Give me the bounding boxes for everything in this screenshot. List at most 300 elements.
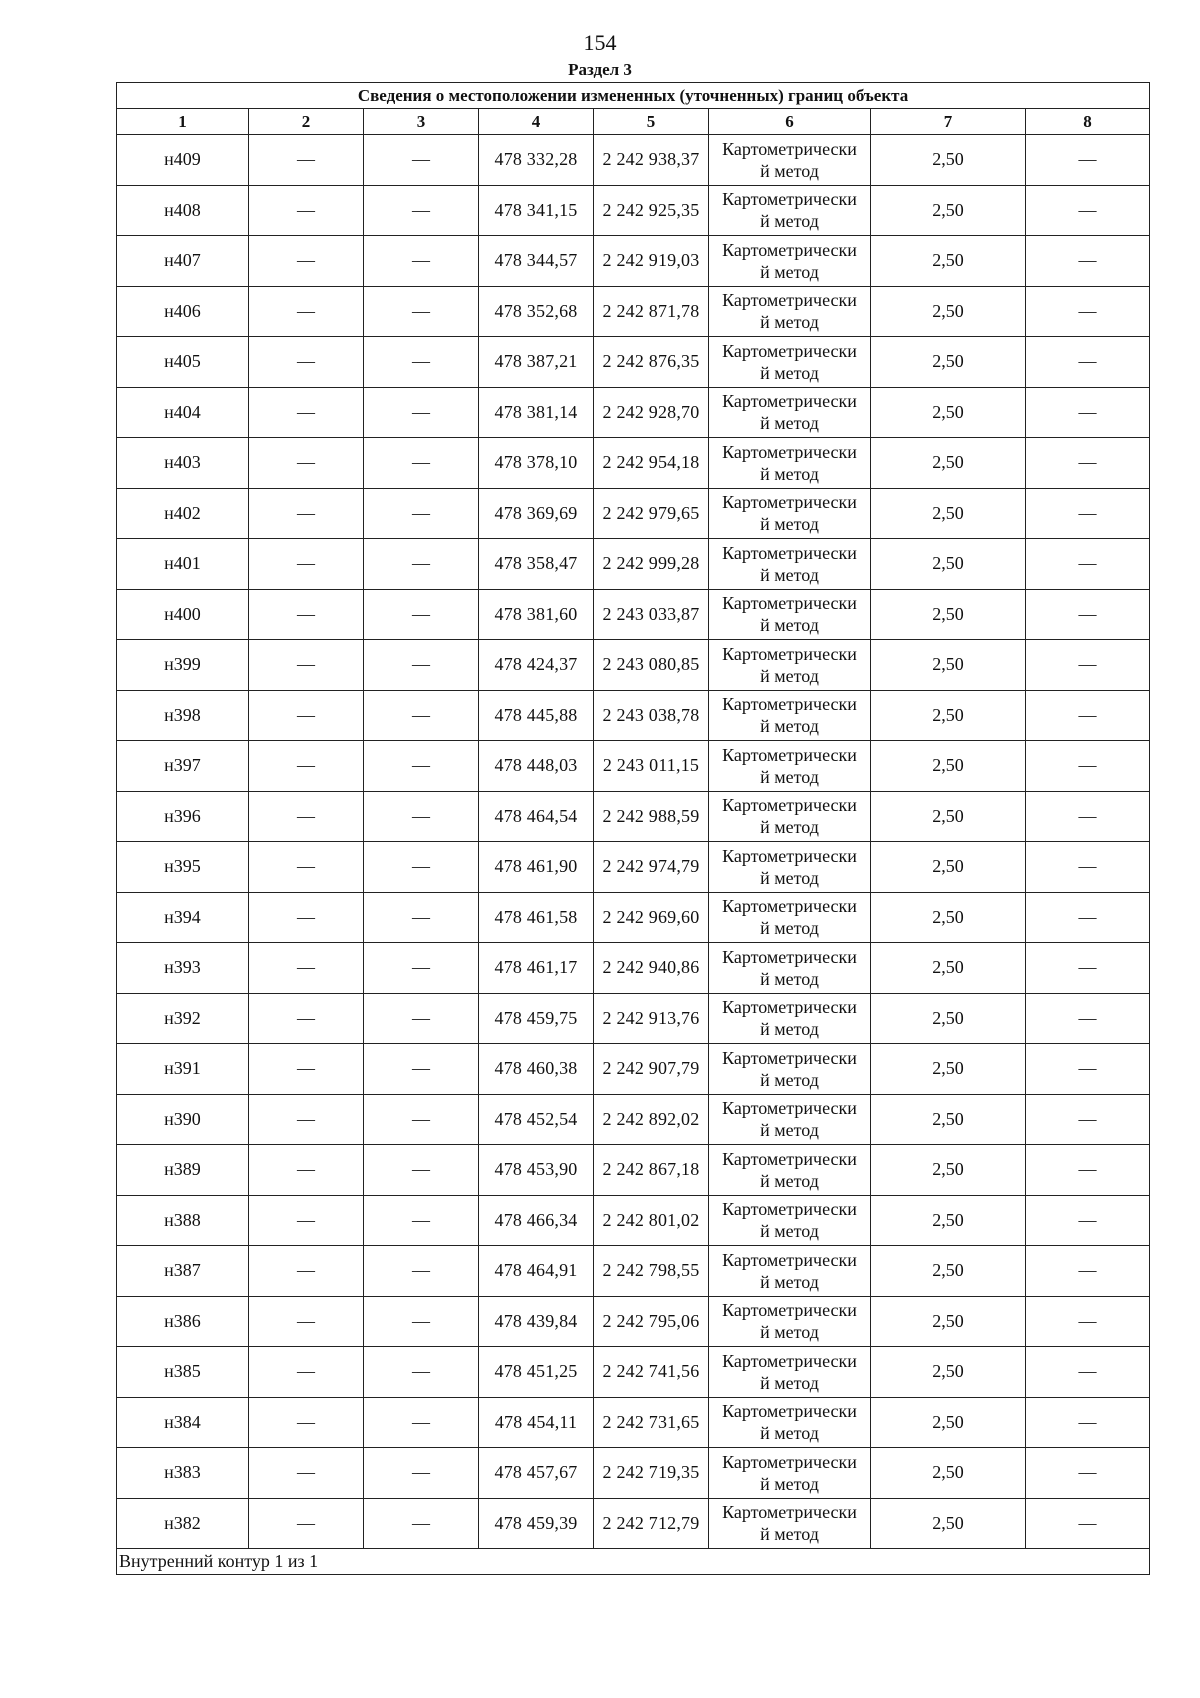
method-text-line: й метод — [760, 1473, 819, 1494]
table-row — [117, 286, 1150, 337]
empty-value-cell: — — [364, 943, 479, 994]
method-cell — [709, 1246, 871, 1297]
accuracy-cell: 2,50 — [871, 943, 1026, 994]
point-number-cell: н394 — [117, 892, 249, 943]
method-text-line: й метод — [760, 867, 819, 888]
empty-value-cell: — — [249, 640, 364, 691]
method-text-line: й метод — [760, 665, 819, 686]
point-number-cell: н384 — [117, 1397, 249, 1448]
empty-value-cell: — — [249, 1448, 364, 1499]
method-text-line: Картометрически — [722, 744, 857, 765]
empty-value-cell: — — [364, 1094, 479, 1145]
method-text-line: Картометрически — [722, 1199, 857, 1220]
table-row — [117, 1044, 1150, 1095]
column-header-row — [117, 109, 1150, 135]
table-row — [117, 438, 1150, 489]
accuracy-cell: 2,50 — [871, 286, 1026, 337]
method-text-line: Картометрически — [722, 1047, 857, 1068]
empty-value-cell: — — [1026, 337, 1150, 388]
accuracy-cell: 2,50 — [871, 1145, 1026, 1196]
x-coordinate-cell: 478 378,10 — [479, 438, 594, 489]
y-coordinate-cell: 2 242 871,78 — [594, 286, 709, 337]
method-cell — [709, 589, 871, 640]
method-text-line: Картометрически — [722, 1300, 857, 1321]
column-header: 4 — [479, 109, 594, 135]
empty-value-cell: — — [1026, 993, 1150, 1044]
point-number-cell: н393 — [117, 943, 249, 994]
empty-value-cell: — — [249, 1397, 364, 1448]
table-row — [117, 236, 1150, 287]
column-header: 7 — [871, 109, 1026, 135]
table-body — [117, 135, 1150, 1549]
x-coordinate-cell: 478 344,57 — [479, 236, 594, 287]
method-text-line: й метод — [760, 766, 819, 787]
method-text-line: Картометрически — [722, 997, 857, 1018]
empty-value-cell: — — [1026, 690, 1150, 741]
method-cell — [709, 286, 871, 337]
y-coordinate-cell: 2 243 038,78 — [594, 690, 709, 741]
method-cell — [709, 185, 871, 236]
method-cell — [709, 1498, 871, 1549]
y-coordinate-cell: 2 242 919,03 — [594, 236, 709, 287]
empty-value-cell: — — [249, 488, 364, 539]
empty-value-cell: — — [364, 791, 479, 842]
empty-value-cell: — — [364, 286, 479, 337]
x-coordinate-cell: 478 454,11 — [479, 1397, 594, 1448]
empty-value-cell: — — [364, 135, 479, 186]
point-number-cell: н387 — [117, 1246, 249, 1297]
method-cell — [709, 842, 871, 893]
accuracy-cell: 2,50 — [871, 993, 1026, 1044]
method-text-line: Картометрически — [722, 290, 857, 311]
empty-value-cell: — — [364, 1044, 479, 1095]
empty-value-cell: — — [1026, 791, 1150, 842]
x-coordinate-cell: 478 381,60 — [479, 589, 594, 640]
empty-value-cell: — — [364, 589, 479, 640]
section-title: Раздел 3 — [568, 60, 632, 79]
empty-value-cell: — — [249, 892, 364, 943]
point-number-cell: н396 — [117, 791, 249, 842]
y-coordinate-cell: 2 242 974,79 — [594, 842, 709, 893]
empty-value-cell: — — [364, 337, 479, 388]
method-cell — [709, 1195, 871, 1246]
empty-value-cell: — — [1026, 1044, 1150, 1095]
column-header: 6 — [709, 109, 871, 135]
x-coordinate-cell: 478 460,38 — [479, 1044, 594, 1095]
method-text-line: Картометрически — [722, 189, 857, 210]
point-number-cell: н403 — [117, 438, 249, 489]
empty-value-cell: — — [1026, 842, 1150, 893]
empty-value-cell: — — [1026, 488, 1150, 539]
y-coordinate-cell: 2 242 876,35 — [594, 337, 709, 388]
table-row — [117, 892, 1150, 943]
y-coordinate-cell: 2 243 033,87 — [594, 589, 709, 640]
accuracy-cell: 2,50 — [871, 135, 1026, 186]
empty-value-cell: — — [249, 943, 364, 994]
table-title: Сведения о местоположении измененных (уточненных) границ объекта — [117, 83, 1150, 109]
empty-value-cell: — — [364, 1498, 479, 1549]
method-text-line: й метод — [760, 312, 819, 333]
method-text-line: Картометрически — [722, 946, 857, 967]
method-cell — [709, 690, 871, 741]
empty-value-cell: — — [364, 438, 479, 489]
x-coordinate-cell: 478 453,90 — [479, 1145, 594, 1196]
empty-value-cell: — — [1026, 1145, 1150, 1196]
method-text-line: Картометрически — [722, 391, 857, 412]
empty-value-cell: — — [249, 1296, 364, 1347]
empty-value-cell: — — [1026, 640, 1150, 691]
accuracy-cell: 2,50 — [871, 337, 1026, 388]
accuracy-cell: 2,50 — [871, 387, 1026, 438]
point-number-cell: н409 — [117, 135, 249, 186]
accuracy-cell: 2,50 — [871, 690, 1026, 741]
x-coordinate-cell: 478 464,54 — [479, 791, 594, 842]
x-coordinate-cell: 478 387,21 — [479, 337, 594, 388]
x-coordinate-cell: 478 424,37 — [479, 640, 594, 691]
x-coordinate-cell: 478 439,84 — [479, 1296, 594, 1347]
table-row — [117, 1094, 1150, 1145]
point-number-cell: н388 — [117, 1195, 249, 1246]
empty-value-cell: — — [249, 842, 364, 893]
method-text-line: Картометрически — [722, 1249, 857, 1270]
page-number: 154 — [583, 30, 617, 55]
empty-value-cell: — — [249, 1246, 364, 1297]
accuracy-cell: 2,50 — [871, 1448, 1026, 1499]
table-row — [117, 539, 1150, 590]
y-coordinate-cell: 2 242 731,65 — [594, 1397, 709, 1448]
x-coordinate-cell: 478 461,58 — [479, 892, 594, 943]
x-coordinate-cell: 478 461,90 — [479, 842, 594, 893]
method-text-line: Картометрически — [722, 694, 857, 715]
table-row — [117, 488, 1150, 539]
point-number-cell: н386 — [117, 1296, 249, 1347]
empty-value-cell: — — [249, 1195, 364, 1246]
table-row — [117, 1296, 1150, 1347]
point-number-cell: н399 — [117, 640, 249, 691]
y-coordinate-cell: 2 243 011,15 — [594, 741, 709, 792]
method-cell — [709, 1397, 871, 1448]
point-number-cell: н382 — [117, 1498, 249, 1549]
table-row — [117, 1397, 1150, 1448]
accuracy-cell: 2,50 — [871, 1246, 1026, 1297]
table-row — [117, 589, 1150, 640]
y-coordinate-cell: 2 242 969,60 — [594, 892, 709, 943]
x-coordinate-cell: 478 332,28 — [479, 135, 594, 186]
column-header: 8 — [1026, 109, 1150, 135]
table-row — [117, 1145, 1150, 1196]
empty-value-cell: — — [249, 286, 364, 337]
empty-value-cell: — — [249, 135, 364, 186]
table-row — [117, 337, 1150, 388]
point-number-cell: н391 — [117, 1044, 249, 1095]
point-number-cell: н398 — [117, 690, 249, 741]
x-coordinate-cell: 478 445,88 — [479, 690, 594, 741]
accuracy-cell: 2,50 — [871, 539, 1026, 590]
method-cell — [709, 1094, 871, 1145]
table-row — [117, 741, 1150, 792]
empty-value-cell: — — [249, 438, 364, 489]
method-text-line: й метод — [760, 211, 819, 232]
empty-value-cell: — — [1026, 539, 1150, 590]
empty-value-cell: — — [249, 337, 364, 388]
accuracy-cell: 2,50 — [871, 589, 1026, 640]
accuracy-cell: 2,50 — [871, 892, 1026, 943]
method-cell — [709, 488, 871, 539]
empty-value-cell: — — [364, 488, 479, 539]
x-coordinate-cell: 478 457,67 — [479, 1448, 594, 1499]
method-text-line: й метод — [760, 514, 819, 535]
empty-value-cell: — — [364, 387, 479, 438]
accuracy-cell: 2,50 — [871, 488, 1026, 539]
empty-value-cell: — — [249, 185, 364, 236]
method-cell — [709, 1347, 871, 1398]
point-number-cell: н400 — [117, 589, 249, 640]
method-text-line: й метод — [760, 817, 819, 838]
y-coordinate-cell: 2 242 979,65 — [594, 488, 709, 539]
x-coordinate-cell: 478 464,91 — [479, 1246, 594, 1297]
table-row — [117, 135, 1150, 186]
point-number-cell: н407 — [117, 236, 249, 287]
empty-value-cell: — — [1026, 185, 1150, 236]
y-coordinate-cell: 2 242 928,70 — [594, 387, 709, 438]
method-text-line: Картометрически — [722, 542, 857, 563]
method-text-line: Картометрически — [722, 441, 857, 462]
empty-value-cell: — — [1026, 589, 1150, 640]
accuracy-cell: 2,50 — [871, 741, 1026, 792]
point-number-cell: н401 — [117, 539, 249, 590]
y-coordinate-cell: 2 242 801,02 — [594, 1195, 709, 1246]
method-text-line: Картометрически — [722, 845, 857, 866]
accuracy-cell: 2,50 — [871, 1044, 1026, 1095]
method-text-line: Картометрически — [722, 138, 857, 159]
method-text-line: й метод — [760, 413, 819, 434]
method-text-line: й метод — [760, 1019, 819, 1040]
y-coordinate-cell: 2 242 795,06 — [594, 1296, 709, 1347]
method-text-line: й метод — [760, 968, 819, 989]
empty-value-cell: — — [1026, 387, 1150, 438]
empty-value-cell: — — [249, 1044, 364, 1095]
column-header: 3 — [364, 109, 479, 135]
table-row — [117, 1347, 1150, 1398]
y-coordinate-cell: 2 242 999,28 — [594, 539, 709, 590]
empty-value-cell: — — [1026, 1498, 1150, 1549]
point-number-cell: н385 — [117, 1347, 249, 1398]
table-row — [117, 1448, 1150, 1499]
accuracy-cell: 2,50 — [871, 791, 1026, 842]
empty-value-cell: — — [1026, 1448, 1150, 1499]
table-row — [117, 943, 1150, 994]
method-text-line: й метод — [760, 1372, 819, 1393]
method-text-line: й метод — [760, 1271, 819, 1292]
method-cell — [709, 438, 871, 489]
empty-value-cell: — — [249, 1145, 364, 1196]
accuracy-cell: 2,50 — [871, 640, 1026, 691]
point-number-cell: н402 — [117, 488, 249, 539]
method-text-line: й метод — [760, 1069, 819, 1090]
empty-value-cell: — — [249, 1498, 364, 1549]
method-text-line: й метод — [760, 716, 819, 737]
table-row — [117, 791, 1150, 842]
method-text-line: Картометрически — [722, 593, 857, 614]
x-coordinate-cell: 478 369,69 — [479, 488, 594, 539]
method-cell — [709, 741, 871, 792]
empty-value-cell: — — [249, 387, 364, 438]
x-coordinate-cell: 478 459,75 — [479, 993, 594, 1044]
x-coordinate-cell: 478 358,47 — [479, 539, 594, 590]
method-text-line: Картометрически — [722, 643, 857, 664]
empty-value-cell: — — [1026, 1296, 1150, 1347]
table-row — [117, 1195, 1150, 1246]
method-cell — [709, 892, 871, 943]
empty-value-cell: — — [1026, 1094, 1150, 1145]
empty-value-cell: — — [364, 1195, 479, 1246]
empty-value-cell: — — [364, 1145, 479, 1196]
point-number-cell: н389 — [117, 1145, 249, 1196]
table-row — [117, 387, 1150, 438]
y-coordinate-cell: 2 242 925,35 — [594, 185, 709, 236]
method-cell — [709, 943, 871, 994]
y-coordinate-cell: 2 242 798,55 — [594, 1246, 709, 1297]
x-coordinate-cell: 478 352,68 — [479, 286, 594, 337]
accuracy-cell: 2,50 — [871, 1347, 1026, 1398]
point-number-cell: н395 — [117, 842, 249, 893]
method-text-line: Картометрически — [722, 896, 857, 917]
method-text-line: й метод — [760, 564, 819, 585]
method-text-line: й метод — [760, 261, 819, 282]
table-row — [117, 1498, 1150, 1549]
empty-value-cell: — — [364, 993, 479, 1044]
empty-value-cell: — — [1026, 286, 1150, 337]
method-cell — [709, 1044, 871, 1095]
accuracy-cell: 2,50 — [871, 1397, 1026, 1448]
empty-value-cell: — — [364, 539, 479, 590]
empty-value-cell: — — [249, 791, 364, 842]
method-text-line: Картометрически — [722, 1401, 857, 1422]
x-coordinate-cell: 478 452,54 — [479, 1094, 594, 1145]
method-text-line: Картометрически — [722, 795, 857, 816]
table-row — [117, 185, 1150, 236]
method-text-line: Картометрически — [722, 239, 857, 260]
empty-value-cell: — — [364, 741, 479, 792]
method-cell — [709, 135, 871, 186]
empty-value-cell: — — [1026, 1195, 1150, 1246]
method-cell — [709, 1448, 871, 1499]
empty-value-cell: — — [249, 690, 364, 741]
empty-value-cell: — — [1026, 741, 1150, 792]
method-cell — [709, 1145, 871, 1196]
empty-value-cell: — — [364, 236, 479, 287]
y-coordinate-cell: 2 242 913,76 — [594, 993, 709, 1044]
accuracy-cell: 2,50 — [871, 1296, 1026, 1347]
y-coordinate-cell: 2 242 719,35 — [594, 1448, 709, 1499]
y-coordinate-cell: 2 242 938,37 — [594, 135, 709, 186]
method-text-line: Картометрически — [722, 1148, 857, 1169]
x-coordinate-cell: 478 381,14 — [479, 387, 594, 438]
y-coordinate-cell: 2 242 712,79 — [594, 1498, 709, 1549]
boundary-coordinates-table — [116, 82, 1150, 1575]
method-cell — [709, 236, 871, 287]
method-text-line: й метод — [760, 1170, 819, 1191]
point-number-cell: н405 — [117, 337, 249, 388]
method-text-line: Картометрически — [722, 1502, 857, 1523]
y-coordinate-cell: 2 242 867,18 — [594, 1145, 709, 1196]
method-text-line: й метод — [760, 1120, 819, 1141]
table-row — [117, 640, 1150, 691]
method-text-line: й метод — [760, 1322, 819, 1343]
accuracy-cell: 2,50 — [871, 842, 1026, 893]
accuracy-cell: 2,50 — [871, 185, 1026, 236]
empty-value-cell: — — [364, 690, 479, 741]
table-row — [117, 993, 1150, 1044]
method-cell — [709, 993, 871, 1044]
x-coordinate-cell: 478 461,17 — [479, 943, 594, 994]
x-coordinate-cell: 478 459,39 — [479, 1498, 594, 1549]
point-number-cell: н383 — [117, 1448, 249, 1499]
y-coordinate-cell: 2 242 892,02 — [594, 1094, 709, 1145]
column-header: 2 — [249, 109, 364, 135]
empty-value-cell: — — [364, 842, 479, 893]
accuracy-cell: 2,50 — [871, 438, 1026, 489]
column-header: 5 — [594, 109, 709, 135]
x-coordinate-cell: 478 448,03 — [479, 741, 594, 792]
point-number-cell: н408 — [117, 185, 249, 236]
method-cell — [709, 337, 871, 388]
empty-value-cell: — — [1026, 943, 1150, 994]
x-coordinate-cell: 478 451,25 — [479, 1347, 594, 1398]
empty-value-cell: — — [249, 1347, 364, 1398]
empty-value-cell: — — [1026, 438, 1150, 489]
method-cell — [709, 1296, 871, 1347]
method-text-line: й метод — [760, 1524, 819, 1545]
y-coordinate-cell: 2 242 741,56 — [594, 1347, 709, 1398]
y-coordinate-cell: 2 242 907,79 — [594, 1044, 709, 1095]
empty-value-cell: — — [249, 589, 364, 640]
empty-value-cell: — — [364, 640, 479, 691]
point-number-cell: н397 — [117, 741, 249, 792]
method-text-line: й метод — [760, 1423, 819, 1444]
table-row — [117, 842, 1150, 893]
point-number-cell: н392 — [117, 993, 249, 1044]
method-text-line: й метод — [760, 362, 819, 383]
accuracy-cell: 2,50 — [871, 1498, 1026, 1549]
method-text-line: Картометрически — [722, 340, 857, 361]
empty-value-cell: — — [364, 1347, 479, 1398]
point-number-cell: н404 — [117, 387, 249, 438]
empty-value-cell: — — [1026, 892, 1150, 943]
empty-value-cell: — — [364, 1397, 479, 1448]
empty-value-cell: — — [364, 1246, 479, 1297]
empty-value-cell: — — [1026, 1397, 1150, 1448]
empty-value-cell: — — [1026, 135, 1150, 186]
method-text-line: й метод — [760, 160, 819, 181]
method-text-line: Картометрически — [722, 1098, 857, 1119]
empty-value-cell: — — [364, 1448, 479, 1499]
method-text-line: й метод — [760, 1221, 819, 1242]
method-text-line: й метод — [760, 918, 819, 939]
empty-value-cell: — — [364, 892, 479, 943]
y-coordinate-cell: 2 243 080,85 — [594, 640, 709, 691]
x-coordinate-cell: 478 466,34 — [479, 1195, 594, 1246]
empty-value-cell: — — [1026, 1347, 1150, 1398]
empty-value-cell: — — [364, 1296, 479, 1347]
empty-value-cell: — — [1026, 1246, 1150, 1297]
accuracy-cell: 2,50 — [871, 1094, 1026, 1145]
contour-footer: Внутренний контур 1 из 1 — [117, 1549, 1150, 1575]
method-text-line: Картометрически — [722, 1350, 857, 1371]
empty-value-cell: — — [1026, 236, 1150, 287]
accuracy-cell: 2,50 — [871, 236, 1026, 287]
point-number-cell: н390 — [117, 1094, 249, 1145]
